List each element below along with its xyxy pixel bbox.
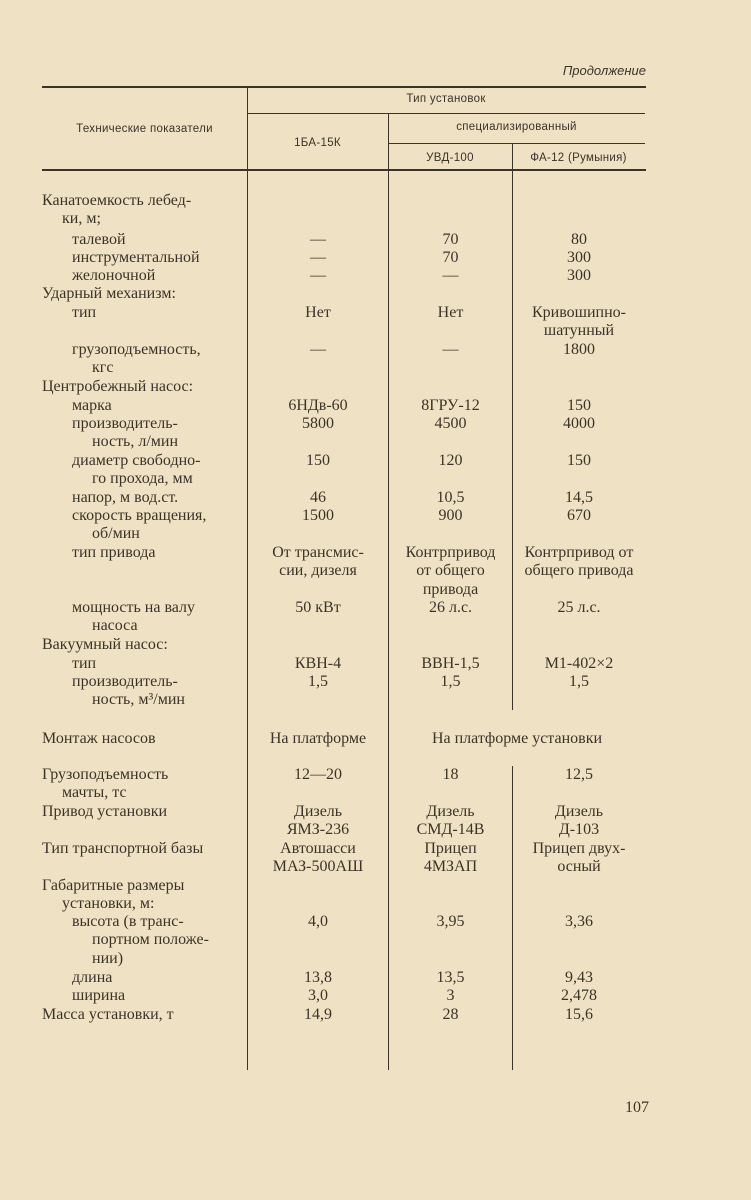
row-label: талевой xyxy=(72,231,126,248)
row-label: желоночной xyxy=(72,267,156,284)
cell-col2: Прицеп 4МЗАП xyxy=(423,840,478,876)
continuation-label: Продолжение xyxy=(562,63,646,78)
types-rule xyxy=(247,113,645,114)
row-label: тип xyxy=(72,304,97,321)
row-label: длина xyxy=(72,969,113,986)
row-label: грузоподъемность, кгс xyxy=(72,341,201,377)
row-label: Тип транспортной базы xyxy=(42,840,204,857)
cell-col3: 12,5 xyxy=(565,766,593,783)
cell-col2: 13,5 xyxy=(436,969,465,986)
cell-col3: Дизель Д-103 xyxy=(554,803,604,839)
cell-col2: 3 xyxy=(446,987,455,1004)
cell-col2: 8ГРУ-12 xyxy=(421,397,480,414)
cell-col1: 150 xyxy=(306,452,330,469)
cell-col1: — xyxy=(310,267,326,284)
row-label: Ударный механизм: xyxy=(42,285,176,302)
cell-col3: 300 xyxy=(567,249,591,266)
header-bottom-rule xyxy=(42,169,646,171)
row-label: скорость вращения, об/мин xyxy=(72,507,207,543)
cell-col3: 9,43 xyxy=(565,969,593,986)
cell-col1: — xyxy=(310,231,326,248)
cell-col1: 1,5 xyxy=(308,673,328,690)
cell-col3: 80 xyxy=(571,231,587,248)
row-label: Габаритные размеры установки, м: xyxy=(42,877,185,913)
cell-col3: 1,5 xyxy=(569,673,589,690)
cell-col2: 4500 xyxy=(434,415,467,432)
cell-col2: — xyxy=(442,267,459,284)
row-label: Грузоподъемность мачты, тс xyxy=(42,766,169,802)
row-label: напор, м вод.ст. xyxy=(72,489,179,506)
cell-col3: 3,36 xyxy=(565,913,593,930)
cell-col2: 1,5 xyxy=(440,673,461,690)
cell-col1: 14,9 xyxy=(304,1006,332,1023)
cell-col3: 25 л.с. xyxy=(557,599,601,616)
cell-col1: Автошасси МАЗ-500АШ xyxy=(272,840,364,876)
cell-col2: 18 xyxy=(442,766,459,783)
cell-col1: КВН-4 xyxy=(294,655,342,672)
header-col1: 1БА-15К xyxy=(294,137,341,149)
cell-col2: 3,95 xyxy=(436,913,465,930)
header-specialized: специализированный xyxy=(456,121,577,133)
cell-col2: Дизель СМД-14В xyxy=(416,803,485,839)
header-types: Тип установок xyxy=(406,93,486,105)
row-label: диаметр свободно- го прохода, мм xyxy=(72,452,201,488)
cell-col3: М1-402×2 xyxy=(544,655,614,672)
row-label: Центробежный насос: xyxy=(42,378,194,395)
cell-col3: 670 xyxy=(567,507,591,524)
cell-col2: 28 xyxy=(442,1006,459,1023)
cell-col1: 50 кВт xyxy=(295,599,341,616)
cell-col1: 4,0 xyxy=(308,913,328,930)
cell-col2: Контрпривод от общего привода xyxy=(405,544,496,598)
row-label: мощность на валу насоса xyxy=(72,599,196,635)
row-label: тип xyxy=(72,655,97,672)
top-rule xyxy=(42,86,646,88)
cell-col3: 1800 xyxy=(563,341,595,358)
cell-col1: 3,0 xyxy=(308,987,328,1004)
row-label: инструментальной xyxy=(72,249,200,266)
cell-col3: Прицеп двух- осный xyxy=(532,840,626,876)
cell-col1: 6НДв-60 xyxy=(288,397,348,414)
cell-col3: 300 xyxy=(567,267,591,284)
cell-col1: От трансмис- сии, дизеля xyxy=(272,544,364,580)
row-label: марка xyxy=(72,397,112,414)
cell-col1: На платформе xyxy=(269,730,367,747)
cell-col2: На платформе установки xyxy=(431,730,603,747)
cell-col2: 120 xyxy=(438,452,463,469)
cell-col2: 26 л.с. xyxy=(428,599,473,616)
cell-col1: Дизель ЯМЗ-236 xyxy=(286,803,350,839)
row-label: Вакуумный насос: xyxy=(42,636,168,653)
cell-col2: — xyxy=(442,341,459,358)
page-number: 107 xyxy=(625,1099,649,1116)
cell-col3: Кривошипно- шатунный xyxy=(531,304,626,340)
cell-col2: 900 xyxy=(438,507,463,524)
cell-col1: 1500 xyxy=(302,507,334,524)
cell-col3: 14,5 xyxy=(565,489,593,506)
row-label: Масса установки, т xyxy=(42,1006,174,1023)
cell-col2: 10,5 xyxy=(436,489,465,506)
cell-col1: 5800 xyxy=(302,415,334,432)
header-tech: Технические показатели xyxy=(76,123,213,135)
cell-col2: 70 xyxy=(442,231,459,248)
cell-col1: 46 xyxy=(310,489,326,506)
cell-col3: 15,6 xyxy=(565,1006,593,1023)
specialized-rule xyxy=(388,143,645,144)
row-label: Привод установки xyxy=(42,803,168,820)
row-label: производитель- ность, л/мин xyxy=(72,415,179,451)
cell-col1: — xyxy=(310,341,326,358)
cell-col3: 150 xyxy=(567,397,591,414)
header-col2: УВД-100 xyxy=(426,152,474,164)
cell-col3: 4000 xyxy=(563,415,595,432)
cell-col3: 150 xyxy=(567,452,591,469)
cell-col3: 2,478 xyxy=(561,987,597,1004)
cell-col1: — xyxy=(310,249,326,266)
row-label: высота (в транс- портном положе- нии) xyxy=(72,913,209,967)
header-col3: ФА-12 (Румыния) xyxy=(530,152,627,164)
row-label: Монтаж насосов xyxy=(42,730,156,747)
cell-col1: 13,8 xyxy=(304,969,332,986)
cell-col2: 70 xyxy=(442,249,459,266)
cell-col2: ВВН-1,5 xyxy=(421,655,480,672)
cell-col1: 12—20 xyxy=(294,766,342,783)
row-label: тип привода xyxy=(72,544,156,561)
cell-col2: Нет xyxy=(437,304,464,321)
cell-col1: Нет xyxy=(305,304,331,321)
row-label: Канатоемкость лебед- ки, м; xyxy=(42,192,192,228)
row-label: ширина xyxy=(72,987,126,1004)
row-label: производитель- ность, м³/мин xyxy=(72,673,185,709)
cell-col3: Контрпривод от общего привода xyxy=(524,544,634,580)
